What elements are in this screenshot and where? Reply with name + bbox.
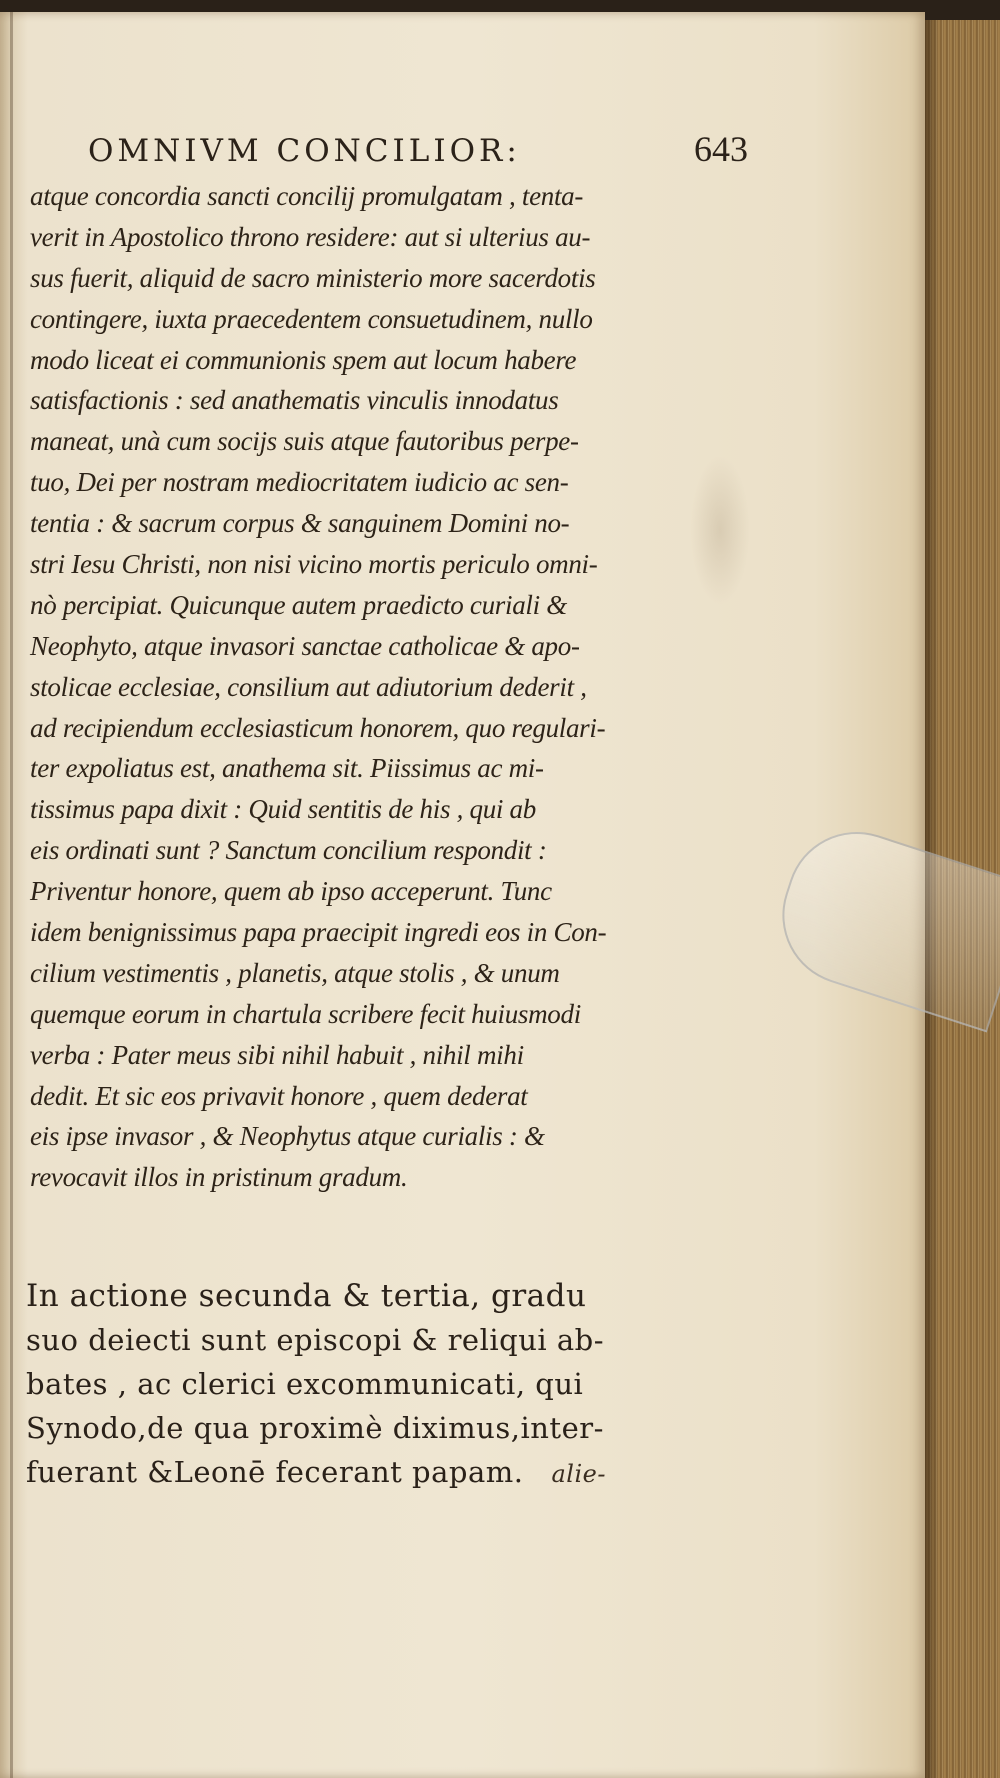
catchword: alie-: [551, 1460, 606, 1488]
text-line: ter expoliatus est, anathema sit. Piissimus ac mi-: [30, 753, 544, 784]
text-line: bates , ac clerici excommunicati, qui: [26, 1367, 584, 1401]
text-line: verba : Pater meus sibi nihil habuit , nihil mihi: [30, 1039, 524, 1070]
text-line: tuo, Dei per nostram mediocritatem iudicio ac sen-: [30, 467, 569, 498]
text-line: nò percipiat. Quicunque autem praedicto curiali &: [30, 589, 567, 620]
text-line: contingere, iuxta praecedentem consuetudinem, nullo: [30, 303, 593, 334]
text-line: idem benignissimus papa praecipit ingredi eos in Con-: [30, 917, 607, 948]
page-number: 643: [694, 129, 748, 169]
text-line: tentia : & sacrum corpus & sanguinem Domini no-: [30, 508, 570, 539]
text-line: atque concordia sancti concilij promulgatam , tenta-: [30, 181, 584, 211]
italic-text-block: [30, 176, 730, 1198]
text-line: tissimus papa dixit : Quid sentitis de his , qui ab: [30, 794, 536, 825]
text-line: cilium vestimentis , planetis, atque stolis , & unum: [30, 957, 560, 988]
text-line: modo liceat ei communionis spem aut locum habere: [30, 344, 577, 375]
text-line: Neophyto, atque invasori sanctae catholicae & apo-: [30, 630, 580, 661]
text-line: In actione secunda & tertia, gradu: [26, 1278, 587, 1314]
text-line: ad recipiendum ecclesiasticum honorem, quo regulari-: [30, 712, 606, 743]
text-line: revocavit illos in pristinum gradum.: [30, 1162, 408, 1193]
text-line: eis ordinati sunt ? Sanctum concilium respondit :: [30, 835, 547, 866]
text-line: sus fuerit, aliquid de sacro ministerio more sacerdotis: [30, 262, 596, 293]
text-line: satisfactionis : sed anathematis vinculis innodatus: [30, 385, 559, 416]
running-title: OMNIVM CONCILIOR:: [88, 133, 521, 169]
page-header: [88, 128, 748, 170]
text-line: maneat, unà cum socijs suis atque fautoribus perpe-: [30, 426, 579, 457]
text-line: fuerant &Leonē fecerant papam.: [26, 1455, 524, 1489]
text-line: quemque eorum in chartula scribere fecit huiusmodi: [30, 998, 581, 1029]
text-line: verit in Apostolico throno residere: aut si ulterius au-: [30, 221, 591, 252]
text-line: Synodo,de qua proximè diximus,inter-: [26, 1411, 604, 1445]
text-line: stri Iesu Christi, non nisi vicino mortis periculo omni-: [30, 549, 598, 580]
text-line-with-catchword: [26, 1450, 726, 1494]
roman-text-block: [26, 1274, 726, 1494]
text-line: dedit. Et sic eos privavit honore , quem dederat: [30, 1080, 528, 1111]
text-line: eis ipse invasor , & Neophytus atque curialis : &: [30, 1121, 545, 1152]
text-line: Priventur honore, quem ab ipso acceperunt. Tunc: [30, 876, 552, 907]
text-line: stolicae ecclesiae, consilium aut adiutorium dederit ,: [30, 671, 587, 702]
text-line: suo deiecti sunt episcopi & reliqui ab-: [26, 1323, 605, 1357]
